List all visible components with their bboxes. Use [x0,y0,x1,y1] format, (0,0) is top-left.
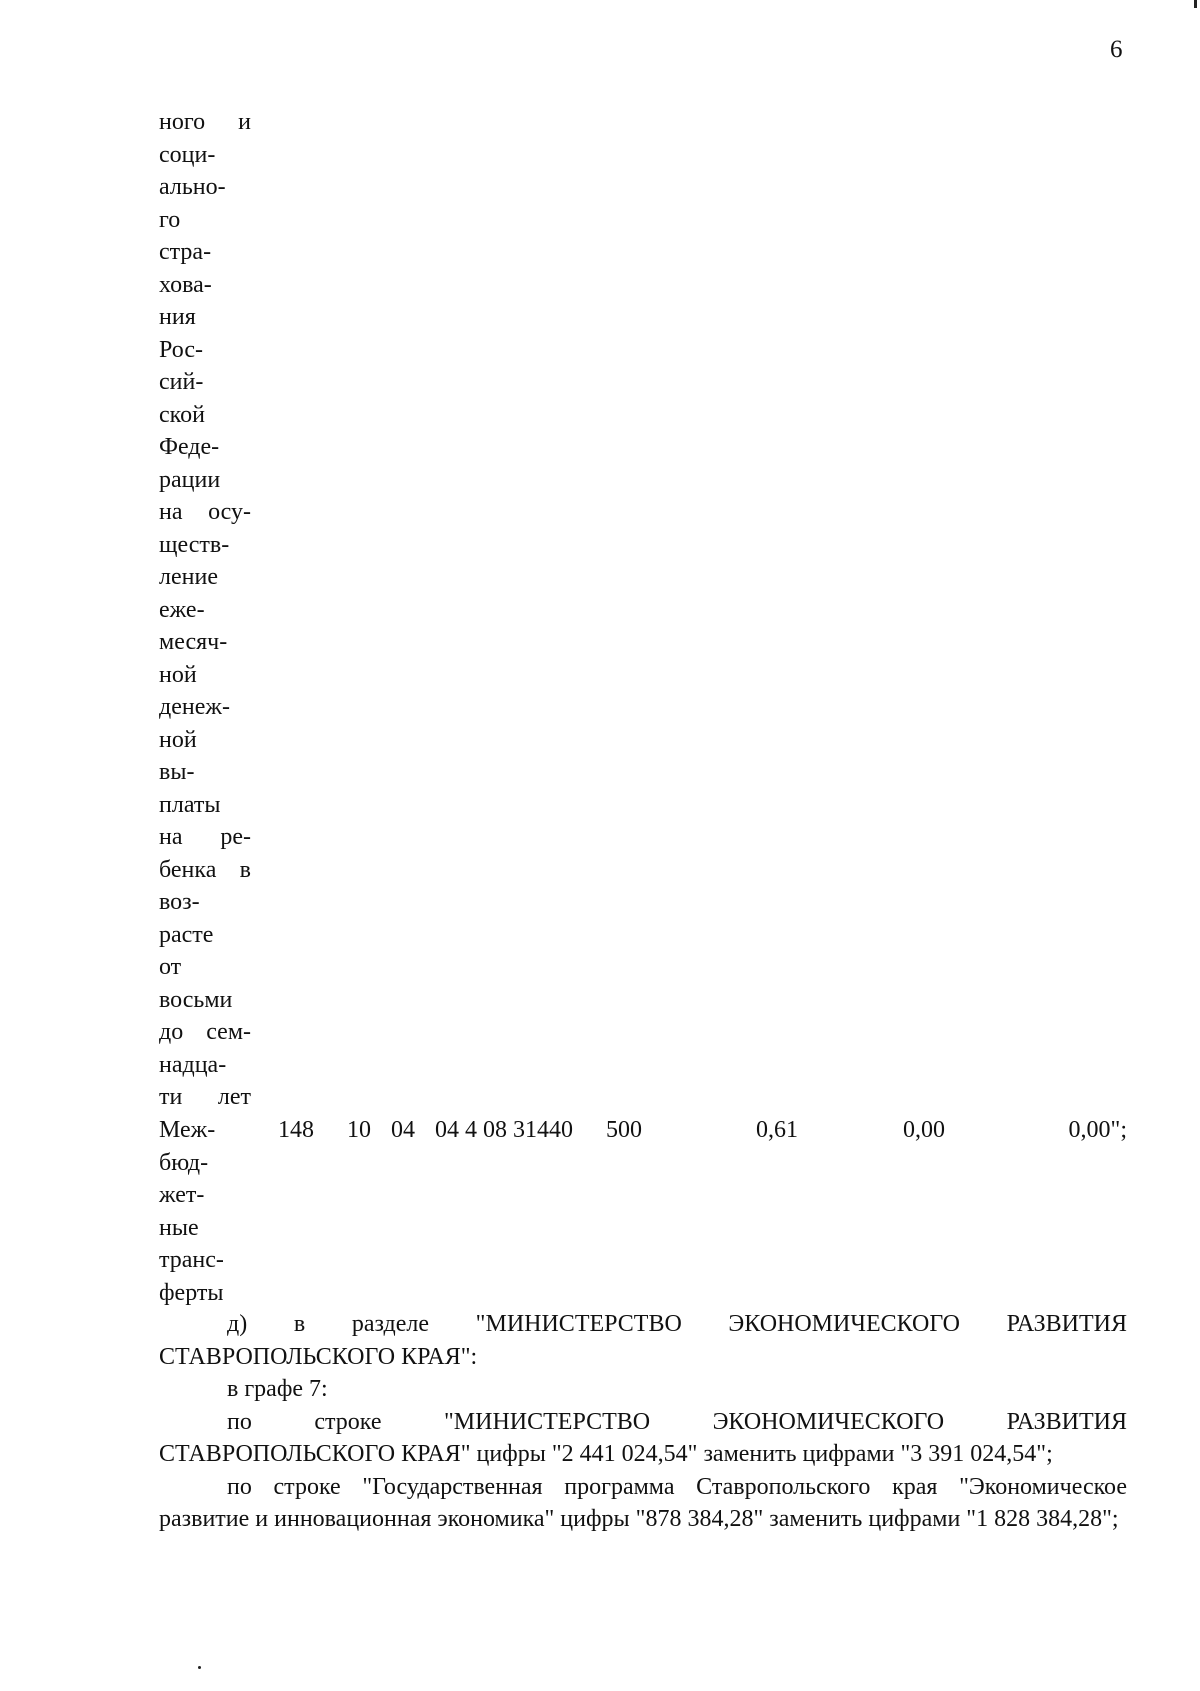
name-line: ния [159,304,196,330]
name-line: хова- [159,271,212,298]
scan-mark [1194,0,1197,8]
cell-value-3: 0,00"; [1068,1117,1127,1143]
name-line: Феде- [159,434,220,460]
cell-value-1: 0,61 [756,1117,798,1143]
name-line: до сем- [159,1019,251,1045]
cell-ved: 148 [278,1117,314,1143]
name-line: от [159,954,182,980]
name-line: месяч- [159,629,228,655]
name-line: ферты [159,1279,224,1306]
name-line: бюд- [159,1149,209,1176]
name-line: ные [159,1214,199,1241]
paragraph-program-line: по строке "Государственная программа Ставропольского края "Экономическое развитие и инновационная экономика" цифры "878 384,28" заменить цифрами "1 828 384,28"; [159,1473,1127,1532]
scan-dot [198,1666,201,1669]
paragraph-section-heading: д) в разделе "МИНИСТЕРСТВО ЭКОНОМИЧЕСКОГО РАЗВИТИЯ [227,1311,1127,1337]
name-line: ществ- [159,531,230,558]
cell-value-2: 0,00 [903,1117,945,1143]
name-line: бенка в [159,856,251,883]
paragraph-column-7: в графе 7: [227,1376,328,1402]
name-line: расте [159,921,214,948]
name-line: сий- [159,369,204,395]
name-line: надца- [159,1051,227,1078]
name-line: восьми [159,986,233,1013]
name-line: ти лет [159,1084,251,1110]
cell-pr: 04 [391,1117,415,1143]
name-line: платы [159,791,221,818]
name-line: соци- [159,141,216,168]
name-line: рации [159,466,221,493]
name-line: Меж- [159,1117,216,1143]
name-line: ной [159,661,197,688]
name-line: ного и [159,109,251,135]
paragraph-section-heading-cont: СТАВРОПОЛЬСКОГО КРАЯ": [159,1343,478,1370]
row-name-intergovernmental-transfers [159,1114,251,1309]
name-line: транс- [159,1247,224,1273]
name-line: вы- [159,759,195,785]
name-line: жет- [159,1182,205,1208]
name-line: ально- [159,174,226,200]
paragraph-ministry-line: по строке "МИНИСТЕРСТВО ЭКОНОМИЧЕСКОГО РАЗВИТИЯ СТАВРОПОЛЬСКОГО КРАЯ" цифры "2 441 024,54" заменить цифрами "3 391 024,54"; [159,1408,1127,1467]
name-line: ление [159,564,218,590]
name-line: го [159,206,181,233]
name-line: Рос- [159,336,203,363]
name-line: стра- [159,239,212,265]
name-line: воз- [159,889,200,915]
name-line: еже- [159,596,205,623]
cell-vr: 500 [606,1117,642,1143]
continued-row-name [159,106,251,1114]
name-line: на осу- [159,499,251,525]
amendment-text [159,1308,1127,1536]
name-line: денеж- [159,694,230,720]
cell-rz: 10 [347,1117,371,1143]
name-line: ской [159,401,205,428]
name-line: на ре- [159,824,251,850]
name-line: ной [159,726,197,753]
page-number: 6 [1110,36,1123,63]
cell-csr: 04 4 08 31440 [435,1117,573,1143]
